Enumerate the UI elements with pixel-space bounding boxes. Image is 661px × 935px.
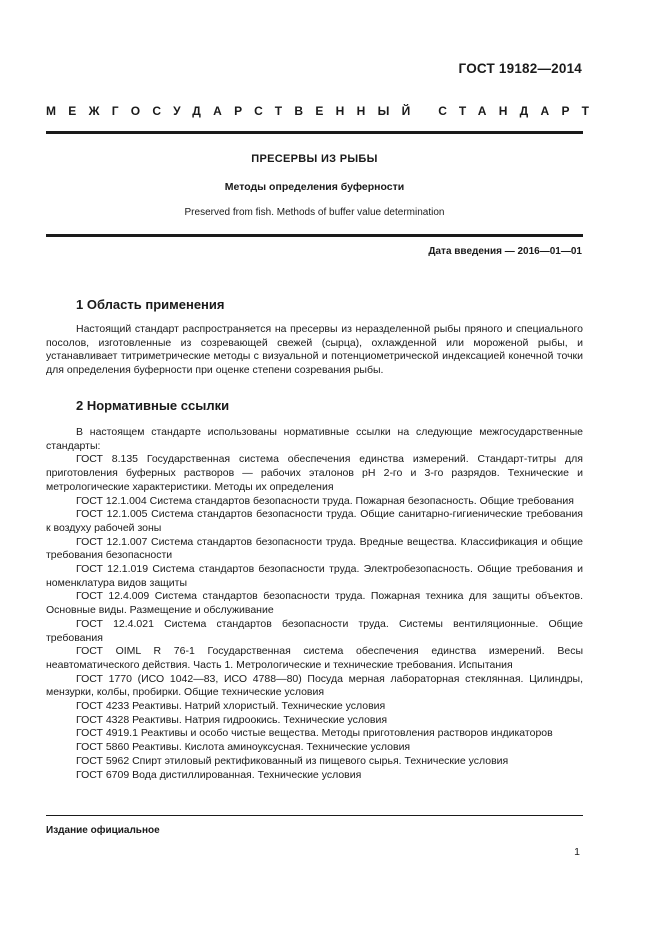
reference-item: ГОСТ 4919.1 Реактивы и особо чистые вещества. Методы приготовления растворов индикаторов [76, 727, 553, 740]
top-rule [46, 131, 583, 134]
title-rule [46, 234, 583, 237]
footer-rule [46, 815, 583, 816]
section-2-heading: 2 Нормативные ссылки [76, 398, 230, 413]
official-edition-label: Издание официальное [46, 825, 160, 836]
section-1-body [46, 323, 583, 378]
document-title: ПРЕСЕРВЫ ИЗ РЫБЫ [251, 153, 378, 165]
reference-item: ГОСТ 6709 Вода дистиллированная. Технические условия [76, 768, 362, 781]
reference-item: ГОСТ 12.4.021 Система стандартов безопасности труда. Системы вентиляционные. Общие требования [46, 617, 583, 644]
reference-item: ГОСТ 4328 Реактивы. Натрия гидроокись. Технические условия [76, 713, 388, 726]
reference-item: ГОСТ OIML R 76-1 Государственная система обеспечения единства измерений. Весы неавтоматического действия. Часть 1. Метрологические и технические требования. Испытания [46, 645, 583, 671]
normative-references-list [46, 426, 583, 782]
reference-item: ГОСТ 12.1.004 Система стандартов безопасности труда. Пожарная безопасность. Общие требования [76, 494, 574, 507]
reference-item: ГОСТ 12.4.009 Система стандартов безопасности труда. Пожарная техника для защиты объектов. Основные виды. Размещение и обслуживание [46, 590, 583, 617]
document-subtitle: Методы определения буферности [224, 181, 405, 193]
reference-item: ГОСТ 5962 Спирт этиловый ректификованный из пищевого сырья. Технические условия [76, 754, 509, 767]
standard-code: ГОСТ 19182—2014 [458, 61, 582, 76]
references-intro: В настоящем стандарте использованы нормативные ссылки на следующие межгосударственные стандарты: [46, 426, 583, 452]
reference-item: ГОСТ 12.1.007 Система стандартов безопасности труда. Вредные вещества. Классификация и общие требования безопасности [46, 535, 583, 562]
section-1-heading: 1 Область применения [76, 297, 225, 312]
english-title: Preserved from fish. Methods of buffer value determination [184, 207, 445, 218]
reference-item: ГОСТ 12.1.019 Система стандартов безопасности труда. Электробезопасность. Общие требования и номенклатура видов защиты [46, 563, 583, 589]
reference-item: ГОСТ 4233 Реактивы. Натрий хлористый. Технические условия [76, 700, 386, 713]
interstate-standard-banner: МЕЖГОСУДАРСТВЕННЫЙ СТАНДАРТ [46, 104, 602, 118]
reference-item: ГОСТ 5860 Реактивы. Кислота аминоуксусная. Технические условия [76, 741, 411, 754]
reference-item: ГОСТ 12.1.005 Система стандартов безопасности труда. Общие санитарно-гигиенические требования к воздуху рабочей зоны [46, 508, 583, 534]
reference-item: ГОСТ 8.135 Государственная система обеспечения единства измерений. Стандарт-титры для приготовления буферных растворов — рабочих эталонов pH 2-го и 3-го разрядов. Технические и метрологические характеристики. Методы их определения [46, 453, 583, 493]
introduction-date: Дата введения — 2016—01—01 [428, 246, 582, 257]
page-number: 1 [574, 846, 580, 858]
section-1-paragraph: Настоящий стандарт распространяется на пресервы из неразделенной рыбы пряного и специального посолов, изготовленные из созревающей свежей (сырца), охлажденной или мороженой рыбы, и устанавливает титриметрические методы с визуальной и потенциометрической индексацией конечной точки для определения буферности при оценке степени созревания рыбы. [46, 323, 583, 377]
reference-item: ГОСТ 1770 (ИСО 1042—83, ИСО 4788—80) Посуда мерная лабораторная стеклянная. Цилиндры, мензурки, колбы, пробирки. Общие технические условия [46, 672, 583, 699]
